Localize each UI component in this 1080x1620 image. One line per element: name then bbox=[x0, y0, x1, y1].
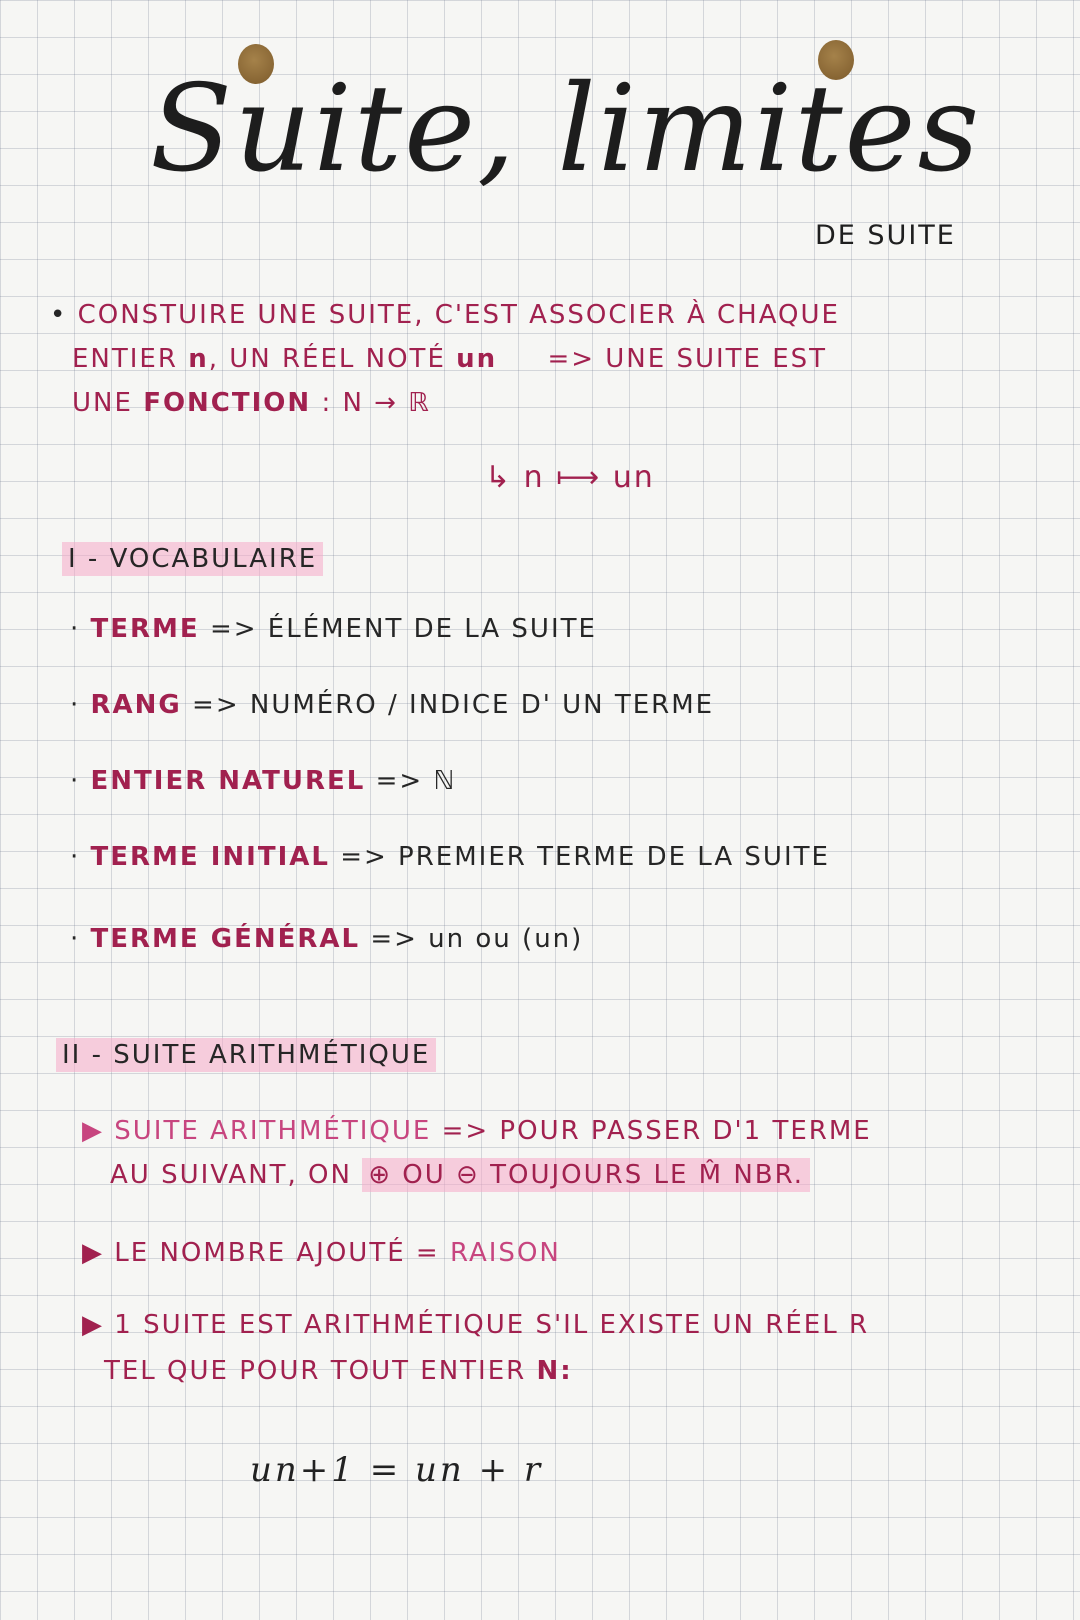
vocab-item-terme-general: · TERME GÉNÉRAL => un ou (un) bbox=[70, 924, 584, 954]
intro-mapping: ↳ n ⟼ un bbox=[485, 460, 655, 495]
bullet-dot: · bbox=[70, 924, 81, 954]
arith-point-2: ▶ LE NOMBRE AJOUTÉ = RAISON bbox=[82, 1238, 561, 1268]
vocab-item-terme: · TERME => ÉLÉMENT DE LA SUITE bbox=[70, 614, 597, 644]
triangle-bullet-icon: ▶ bbox=[82, 1116, 104, 1146]
bullet-dot: • bbox=[50, 300, 68, 330]
bullet-dot: · bbox=[70, 614, 81, 644]
page-subtitle: DE SUITE bbox=[815, 220, 956, 251]
intro-line-3: UNE FONCTION : N → ℝ bbox=[72, 388, 431, 418]
vocab-item-terme-initial: · TERME INITIAL => PREMIER TERME DE LA SUITE bbox=[70, 842, 830, 872]
vocab-item-rang: · RANG => NUMÉRO / INDICE D' UN TERME bbox=[70, 690, 715, 720]
intro-line-2: ENTIER n, UN RÉEL NOTÉ un => UNE SUITE EST bbox=[72, 344, 828, 374]
recurrence-formula: un+1 = un + r bbox=[250, 1450, 544, 1490]
vocab-item-entier-naturel: · ENTIER NATUREL => ℕ bbox=[70, 766, 457, 796]
bullet-dot: · bbox=[70, 690, 81, 720]
intro-line-1: • CONSTUIRE UNE SUITE, C'EST ASSOCIER À CHAQUE bbox=[50, 300, 840, 330]
bullet-dot: · bbox=[70, 842, 81, 872]
arith-point-1-line-1: ▶ SUITE ARITHMÉTIQUE => POUR PASSER D'1 TERME bbox=[82, 1116, 872, 1146]
triangle-bullet-icon: ▶ bbox=[82, 1238, 104, 1268]
bullet-dot: · bbox=[70, 766, 81, 796]
triangle-bullet-icon: ▶ bbox=[82, 1310, 104, 1340]
arith-point-1-line-2: AU SUIVANT, ON ⊕ OU ⊖ TOUJOURS LE M̂ NBR. bbox=[110, 1160, 810, 1190]
section-1-heading: I - VOCABULAIRE bbox=[62, 544, 323, 574]
arith-point-3-line-1: ▶ 1 SUITE EST ARITHMÉTIQUE S'IL EXISTE UN RÉEL R bbox=[82, 1310, 870, 1340]
page-title: Suite, limites bbox=[150, 60, 982, 199]
arith-point-3-line-2: TEL QUE POUR TOUT ENTIER N: bbox=[104, 1356, 573, 1386]
section-2-heading: II - SUITE ARITHMÉTIQUE bbox=[56, 1040, 436, 1070]
